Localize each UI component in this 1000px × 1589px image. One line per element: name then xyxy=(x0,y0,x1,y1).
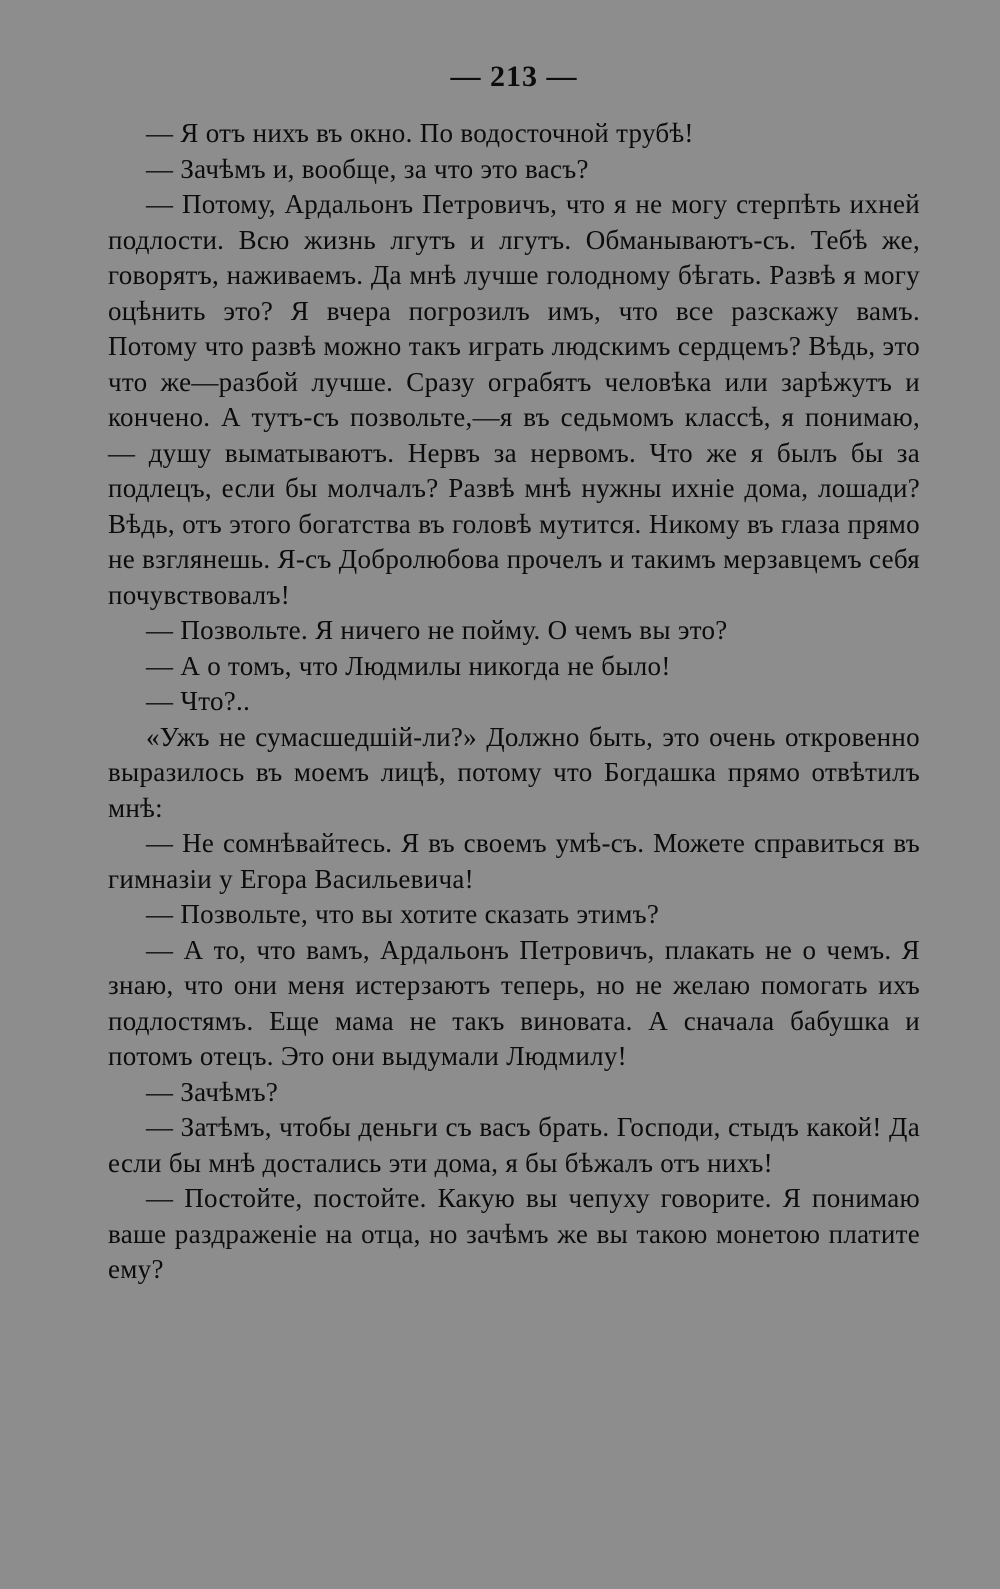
paragraph-5: — А о томъ, что Людмилы никогда не было! xyxy=(146,650,671,681)
page-number: — 213 — xyxy=(450,60,578,93)
paragraph-6: — Что?.. xyxy=(146,686,251,716)
paragraph-7: «Ужъ не сумасшедшій-ли?» Должно быть, это очень откровенно выразилось въ моемъ лицѣ, потому что Богдашка прямо отвѣтилъ мнѣ: xyxy=(108,721,920,823)
paragraph-1: — Я отъ нихъ въ окно. По водосточной трубѣ! xyxy=(146,118,694,148)
paragraph-11: — Зачѣмъ? xyxy=(146,1076,279,1107)
paragraph-3: — Потому, Ардальонъ Петровичъ, что я не могу стерпѣть ихней подлости. Всю жизнь лгутъ и лгутъ. Обманываютъ-съ. Тебѣ же, говорятъ, наживаемъ. Да мнѣ лучше голодному бѣгать. Развѣ я могу оцѣнить это? Я вчера погрозилъ имъ, что все разскажу вамъ. Потому что развѣ можно такъ играть людскимъ сердцемъ? Вѣдь, это что же—разбой лучше. Сразу ограбятъ человѣка или зарѣжутъ и кончено. А тутъ-съ позвольте,—я въ седьмомъ классѣ, я понимаю, — душу выматываютъ. Нервъ за нервомъ. Что же я былъ бы за подлецъ, если бы молчалъ? Развѣ мнѣ нужны ихніе дома, лошади? Вѣдь, отъ этого богатства въ головѣ мутится. Никому въ глаза прямо не взглянешь. Я-съ Добролюбова прочелъ и такимъ мерзавцемъ себя почувствовалъ! xyxy=(108,189,920,610)
paragraph-13: — Постойте, постойте. Какую вы чепуху говорите. Я понимаю ваше раздраженіе на отца, но зачѣмъ же вы такою монетою платите ему? xyxy=(108,1183,920,1284)
paragraph-9: — Позвольте, что вы хотите сказать этимъ? xyxy=(146,899,660,929)
body-text xyxy=(108,116,920,1288)
paragraph-4: — Позвольте. Я ничего не пойму. О чемъ вы это? xyxy=(146,615,728,645)
paragraph-8: — Не сомнѣвайтесь. Я въ своемъ умѣ-съ. Можете справиться въ гимназіи у Егора Васильевича! xyxy=(108,828,920,894)
paragraph-10: — А то, что вамъ, Ардальонъ Петровичъ, плакать не о чемъ. Я знаю, что они меня истерзаютъ теперь, но не желаю помогать ихъ подлостямъ. Еще мама не такъ виновата. А сначала бабушка и потомъ отецъ. Это они выдумали Людмилу! xyxy=(108,934,920,1071)
paragraph-12: — Затѣмъ, чтобы деньги съ васъ брать. Господи, стыдъ какой! Да если бы мнѣ достались эти дома, я бы бѣжалъ отъ нихъ! xyxy=(108,1112,920,1178)
paragraph-2: — Зачѣмъ и, вообще, за что это васъ? xyxy=(146,153,589,184)
book-page xyxy=(108,58,920,1548)
